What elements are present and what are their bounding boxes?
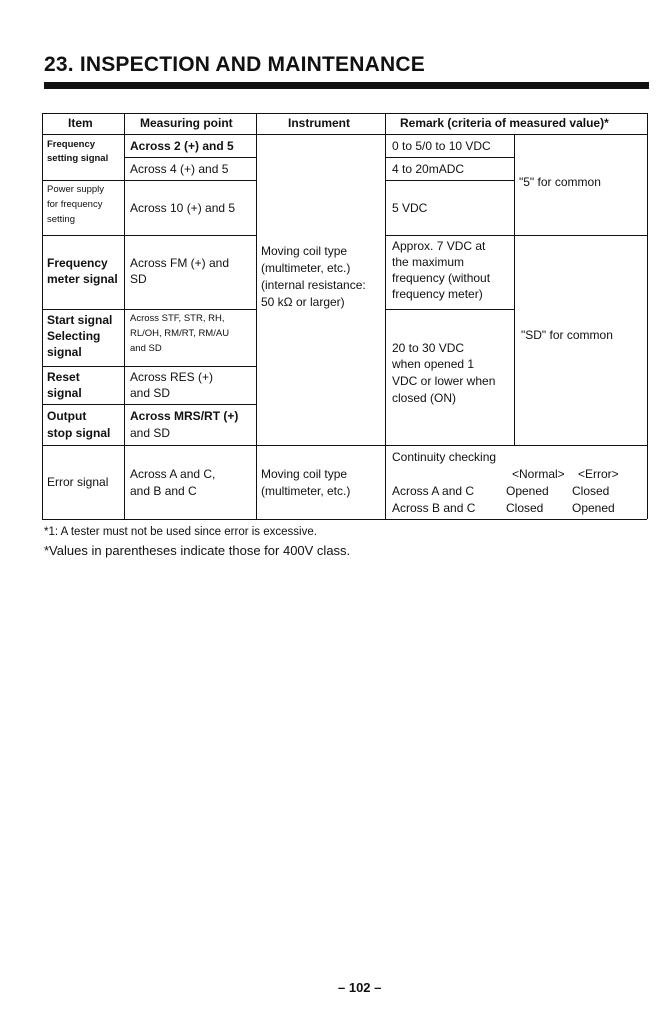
value-contact: VDC or lower when xyxy=(392,374,496,388)
footnote: *Values in parentheses indicate those for 400V class. xyxy=(44,543,351,558)
col-normal: <Normal> xyxy=(512,467,565,481)
row-divider xyxy=(385,309,514,310)
point-across-fm: Across FM (+) and xyxy=(130,256,230,270)
col-divider xyxy=(385,113,386,519)
row-divider xyxy=(385,157,514,158)
value-freq-meter: frequency meter) xyxy=(392,287,483,301)
value-current-range: 4 to 20mADC xyxy=(392,162,465,176)
point-across-mrs: Across MRS/RT (+) xyxy=(130,409,239,423)
error-row-normal: Opened xyxy=(506,484,549,498)
remark-sd-for-common: "SD" for common xyxy=(521,328,613,342)
item-frequency-meter: Frequency xyxy=(47,256,108,270)
point-across-a-c: Across A and C, xyxy=(130,467,216,481)
row-divider xyxy=(385,180,514,181)
error-row-error: Closed xyxy=(572,484,610,498)
point-across-a-c: and B and C xyxy=(130,484,197,498)
point-across-fm: SD xyxy=(130,272,147,286)
item-start-signal: signal xyxy=(47,345,82,359)
point-across-2-5: Across 2 (+) and 5 xyxy=(130,139,234,153)
value-contact: closed (ON) xyxy=(392,391,457,405)
value-freq-meter: Approx. 7 VDC at xyxy=(392,239,486,253)
point-across-10-5: Across 10 (+) and 5 xyxy=(130,201,236,215)
error-row-label: Across A and C xyxy=(392,484,475,498)
col-error: <Error> xyxy=(578,467,619,481)
header-instrument: Instrument xyxy=(288,116,351,130)
col-divider xyxy=(256,113,257,519)
row-divider xyxy=(42,445,647,446)
item-error-signal: Error signal xyxy=(47,475,109,489)
header-remark: Remark (criteria of measured value)* xyxy=(400,116,609,130)
header-item: Item xyxy=(68,116,93,130)
item-power-supply: setting xyxy=(47,214,75,225)
item-start-signal: Selecting xyxy=(47,329,101,343)
item-reset-signal: signal xyxy=(47,386,82,400)
value-voltage-range: 0 to 5/0 to 10 VDC xyxy=(392,139,491,153)
row-divider xyxy=(42,180,256,181)
item-start-signal: Start signal xyxy=(47,313,113,327)
point-across-res: Across RES (+) xyxy=(130,370,214,384)
value-contact: 20 to 30 VDC xyxy=(392,341,465,355)
instrument-moving-coil: (internal resistance: xyxy=(261,278,366,292)
point-across-4-5: Across 4 (+) and 5 xyxy=(130,162,229,176)
instrument-moving-coil: (multimeter, etc.) xyxy=(261,261,351,275)
error-row-label: Across B and C xyxy=(392,501,476,515)
page-number: – 102 – xyxy=(338,980,382,995)
row-divider xyxy=(42,309,256,310)
value-freq-meter: frequency (without xyxy=(392,271,491,285)
table-border-top xyxy=(42,113,647,114)
value-contact: when opened 1 xyxy=(392,357,475,371)
item-reset-signal: Reset xyxy=(47,370,80,384)
instrument-error: Moving coil type xyxy=(261,467,348,481)
section-title: 23. INSPECTION AND MAINTENANCE xyxy=(44,53,425,76)
row-divider xyxy=(42,366,256,367)
item-power-supply: Power supply xyxy=(47,184,105,195)
remark-5-for-common: "5" for common xyxy=(519,175,601,189)
row-divider xyxy=(42,404,256,405)
table-border-bottom xyxy=(42,519,647,520)
title-rule xyxy=(44,82,649,89)
item-output-stop: stop signal xyxy=(47,426,111,440)
item-power-supply: for frequency xyxy=(47,199,103,210)
header-divider xyxy=(42,134,647,135)
point-across-res: and SD xyxy=(130,386,171,400)
continuity-checking: Continuity checking xyxy=(392,450,497,464)
instrument-moving-coil: Moving coil type xyxy=(261,244,348,258)
row-divider xyxy=(124,157,256,158)
instrument-error: (multimeter, etc.) xyxy=(261,484,351,498)
point-across-stf: RL/OH, RM/RT, RM/AU xyxy=(130,328,230,339)
value-freq-meter: the maximum xyxy=(392,255,465,269)
item-frequency-setting: setting signal xyxy=(47,153,109,164)
table-border-right xyxy=(647,113,648,519)
col-divider xyxy=(514,134,515,445)
row-divider xyxy=(385,235,647,236)
value-5vdc: 5 VDC xyxy=(392,201,428,215)
col-divider xyxy=(124,113,125,519)
point-across-stf: Across STF, STR, RH, xyxy=(130,313,225,324)
point-across-mrs: and SD xyxy=(130,426,171,440)
footnote: *1: A tester must not be used since error is excessive. xyxy=(44,526,317,538)
row-divider xyxy=(42,235,256,236)
point-across-stf: and SD xyxy=(130,343,162,354)
item-frequency-meter: meter signal xyxy=(47,272,118,286)
header-measuring-point: Measuring point xyxy=(140,116,233,130)
item-output-stop: Output xyxy=(47,409,87,423)
table-border-left xyxy=(42,113,43,519)
instrument-moving-coil: 50 kΩ or larger) xyxy=(261,295,345,309)
item-frequency-setting: Frequency xyxy=(47,139,96,150)
error-row-error: Opened xyxy=(572,501,615,515)
error-row-normal: Closed xyxy=(506,501,544,515)
